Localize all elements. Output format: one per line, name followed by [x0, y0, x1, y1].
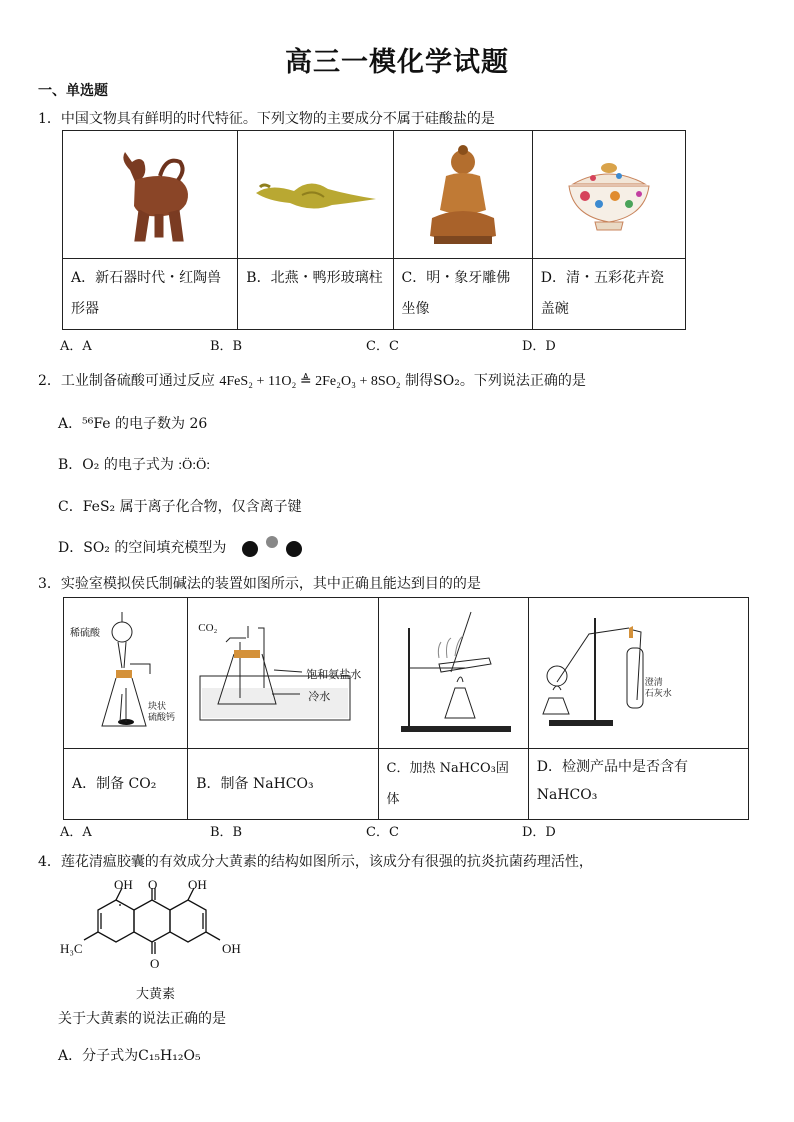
- q2-stem: [38, 370, 586, 390]
- q1-caption-a: A．新石器时代・红陶兽形器: [63, 259, 238, 330]
- q3-table: [63, 597, 749, 820]
- co2-label: CO₂: [198, 622, 218, 634]
- pottery-beast-image: [63, 140, 237, 250]
- q3-option-c[interactable]: C．C: [366, 825, 399, 840]
- q3-caption-d: D．检测产品中是否含有NaHCO₃: [528, 749, 748, 820]
- page-title: 高三一模化学试题: [285, 47, 509, 78]
- ivory-buddha-image: [394, 140, 532, 250]
- o2-electron-formula: :Ö:Ö:: [178, 458, 211, 473]
- q2-option-d[interactable]: [58, 537, 226, 557]
- struct-name: 大黄素: [136, 987, 176, 1002]
- q2-option-d-text: D．SO₂ 的空间填充模型为: [58, 540, 227, 556]
- limewater-label: 澄清 石灰水: [644, 678, 672, 699]
- q2-option-c[interactable]: C．FeS₂ 属于离子化合物，仅含离子键: [58, 499, 302, 515]
- q4-stem: 4．莲花清瘟胶囊的有效成分大黄素的结构如图所示，该成分有很强的抗炎抗菌药理活性，: [38, 854, 593, 870]
- q1-option-c[interactable]: C．C: [366, 339, 399, 354]
- q3-option-a[interactable]: A．A: [60, 825, 92, 840]
- so2-space-filling-model: [240, 534, 304, 560]
- q2-equation: 4FeS₂ + 11O₂ ≜ 2Fe₂O₃ + 8SO₂: [219, 374, 401, 389]
- q3-caption-a: A．制备 CO₂: [64, 749, 188, 820]
- porcelain-bowl-image: [533, 150, 685, 240]
- q2-option-b-text: B．O₂ 的电子式为: [58, 457, 174, 473]
- detection-apparatus-cell: [528, 598, 748, 749]
- q3-stem: 3．实验室模拟侯氏制碱法的装置如图所示，其中正确且能达到目的的是: [38, 576, 481, 592]
- struct-o1: O: [148, 877, 158, 892]
- q3-option-b[interactable]: B．B: [210, 825, 243, 840]
- q1-option-b[interactable]: B．B: [210, 339, 243, 354]
- q3-caption-b: B．制备 NaHCO₃: [188, 749, 378, 820]
- section-heading: 一、单选题: [38, 83, 108, 99]
- nahco3-apparatus-cell: [188, 598, 378, 749]
- q1-option-a[interactable]: A．A: [60, 339, 92, 354]
- heating-solid-diagram: [379, 598, 527, 744]
- detection-diagram: [529, 598, 747, 744]
- struct-oh1: OH: [114, 877, 133, 892]
- cold-water-label: 冷水: [308, 690, 331, 703]
- duck-glass-image: [238, 165, 392, 225]
- q2-stem-pre: 2．工业制备硫酸可通过反应: [38, 373, 215, 389]
- q2-option-a[interactable]: A．⁵⁶Fe 的电子数为 26: [58, 416, 208, 432]
- q1-table: [62, 130, 686, 330]
- struct-ch3: H₃C: [60, 941, 83, 956]
- struct-oh2: OH: [188, 877, 207, 892]
- brine-label: 饱和氨盐水: [306, 668, 362, 681]
- q2-stem-mid: 制得SO₂。下列说法正确的是: [405, 373, 586, 389]
- emodin-structure: [56, 876, 256, 1000]
- q2-option-b[interactable]: [58, 454, 210, 474]
- heating-apparatus-cell: [378, 598, 528, 749]
- q1-stem: 1．中国文物具有鲜明的时代特征。下列文物的主要成分不属于硅酸盐的是: [38, 111, 495, 127]
- struct-o2: O: [150, 956, 160, 971]
- co2-apparatus-cell: [64, 598, 188, 749]
- q1-caption-d: D．清・五彩花卉瓷盖碗: [532, 259, 685, 330]
- q1-caption-b: B．北燕・鸭形玻璃柱: [238, 259, 393, 330]
- solid-label: 块状 硫酸钙: [148, 702, 176, 723]
- struct-oh3: OH: [222, 941, 241, 956]
- q4-sub-stem: 关于大黄素的说法正确的是: [58, 1011, 226, 1027]
- q3-option-d[interactable]: D．D: [522, 825, 556, 840]
- acid-label: 稀硫酸: [70, 628, 100, 639]
- q4-option-a[interactable]: A．分子式为C₁₅H₁₂O₅: [58, 1048, 201, 1064]
- q1-caption-c: C．明・象牙雕佛坐像: [393, 259, 532, 330]
- q1-option-d[interactable]: D．D: [522, 339, 556, 354]
- q3-caption-c: C．加热 NaHCO₃固体: [378, 749, 528, 820]
